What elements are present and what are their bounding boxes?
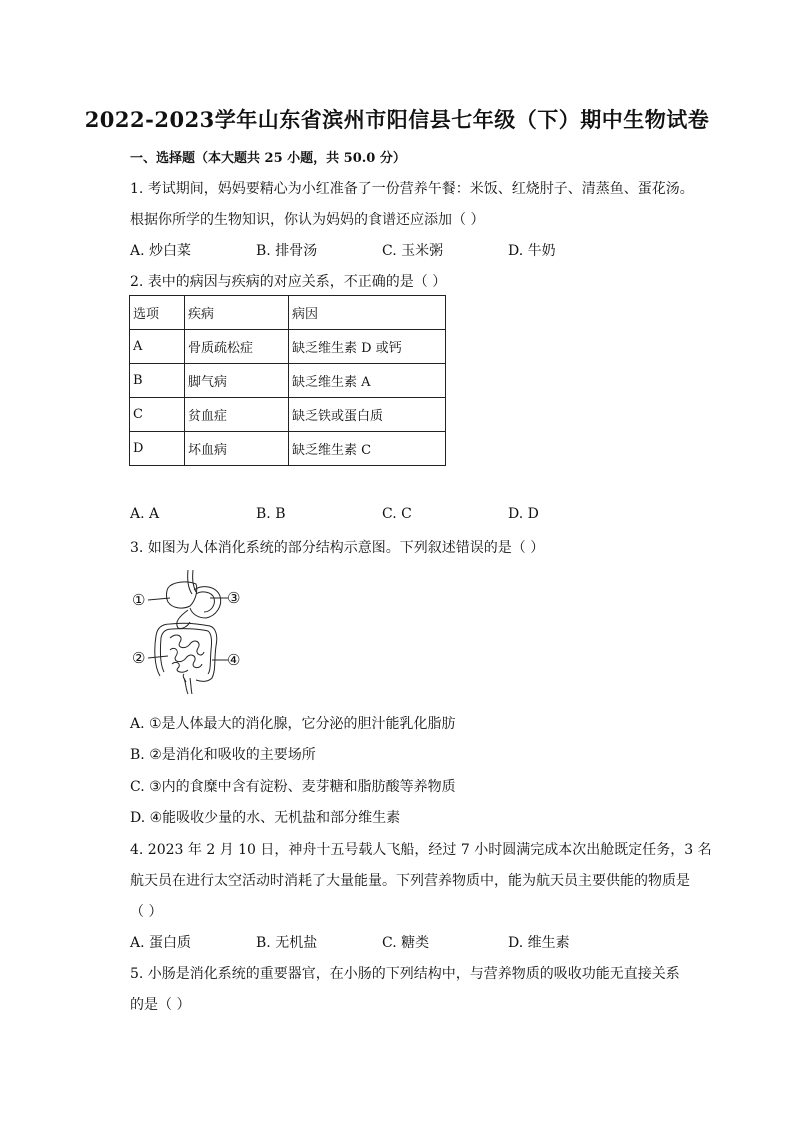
q5-stem-line2: 的是（ ） <box>130 997 191 1013</box>
stomach-shape <box>190 587 221 618</box>
q4-option-a[interactable]: A. 蛋白质 <box>130 935 192 951</box>
diagram-label-1: ① <box>132 591 146 609</box>
table-cell: 缺乏维生素 C <box>289 432 446 466</box>
q2-option-d[interactable]: D. D <box>508 506 539 522</box>
table-cell: D <box>130 432 185 466</box>
table-cell: B <box>130 364 185 398</box>
table-row <box>130 364 446 398</box>
table-header-cell: 选项 <box>130 296 185 330</box>
q4-option-b[interactable]: B. 无机盐 <box>256 935 318 951</box>
section-heading: 一、选择题（本大题共 25 小题，共 50.0 分） <box>130 151 406 166</box>
q2-option-b[interactable]: B. B <box>256 506 286 522</box>
q4-options <box>130 932 650 952</box>
q1-options <box>130 240 650 260</box>
diagram-label-2: ② <box>132 649 146 667</box>
q2-option-a[interactable]: A. A <box>130 506 160 522</box>
table-cell: 脚气病 <box>185 364 289 398</box>
q2-option-c[interactable]: C. C <box>382 506 412 522</box>
q3-option-b[interactable]: B. ②是消化和吸收的主要场所 <box>130 747 316 763</box>
table-cell: 骨质疏松症 <box>185 330 289 364</box>
liver-shape <box>167 582 197 608</box>
table-cell: 缺乏维生素 A <box>289 364 446 398</box>
table-row <box>130 330 446 364</box>
q3-stem: 3. 如图为人体消化系统的部分结构示意图。下列叙述错误的是（ ） <box>130 540 545 556</box>
q4-stem-line1: 4. 2023 年 2 月 10 日，神舟十五号载人飞船，经过 7 小时圆满完成本次出舱既定任务，3 名 <box>130 842 712 858</box>
q1-option-a[interactable]: A. 炒白菜 <box>130 243 192 259</box>
table-cell: 缺乏维生素 D 或钙 <box>289 330 446 364</box>
q1-option-d[interactable]: D. 牛奶 <box>508 243 556 259</box>
q2-stem: 2. 表中的病因与疾病的对应关系，不正确的是（ ） <box>130 274 447 290</box>
diagram-label-3: ③ <box>227 589 241 607</box>
digestive-system-figure <box>130 566 245 701</box>
table-cell: A <box>130 330 185 364</box>
q2-options <box>130 506 650 526</box>
table-cell: 坏血病 <box>185 432 289 466</box>
q1-stem-line1: 1. 考试期间，妈妈要精心为小红准备了一份营养午餐：米饭、红烧肘子、清蒸鱼、蛋花汤。 <box>130 181 694 197</box>
table-row <box>130 432 446 466</box>
q2-table <box>129 295 446 466</box>
table-header-cell: 疾病 <box>185 296 289 330</box>
q3-option-a[interactable]: A. ①是人体最大的消化腺，它分泌的胆汁能乳化脂肪 <box>130 716 456 732</box>
q1-option-c[interactable]: C. 玉米粥 <box>382 243 444 259</box>
label-line-2 <box>148 656 168 658</box>
q1-option-b[interactable]: B. 排骨汤 <box>256 243 318 259</box>
q3-option-d[interactable]: D. ④能吸收少量的水、无机盐和部分维生素 <box>130 810 401 826</box>
table-cell: 贫血症 <box>185 398 289 432</box>
q3-option-c[interactable]: C. ③内的食糜中含有淀粉、麦芽糖和脂肪酸等养物质 <box>130 779 456 795</box>
q4-option-d[interactable]: D. 维生素 <box>508 935 570 951</box>
small-intestine-shape <box>170 635 204 655</box>
table-header-cell: 病因 <box>289 296 446 330</box>
digestive-system-diagram <box>130 566 245 701</box>
q1-stem-line2: 根据你所学的生物知识，你认为妈妈的食谱还应添加（ ） <box>130 212 485 228</box>
q4-stem-line2: 航天员在进行太空活动时消耗了大量能量。下列营养物质中，能为航天员主要供能的物质是 <box>130 873 690 889</box>
q4-stem-line3: （ ） <box>130 904 163 920</box>
table-cell: 缺乏铁或蛋白质 <box>289 398 446 432</box>
table-header-row <box>130 296 446 330</box>
table-cell: C <box>130 398 185 432</box>
q4-option-c[interactable]: C. 糖类 <box>382 935 430 951</box>
page-title: 2022-2023学年山东省滨州市阳信县七年级（下）期中生物试卷 <box>84 107 710 132</box>
table-row <box>130 398 446 432</box>
q5-stem-line1: 5. 小肠是消化系统的重要器官，在小肠的下列结构中，与营养物质的吸收功能无直接关系 <box>130 966 680 982</box>
diagram-label-4: ④ <box>227 651 241 669</box>
